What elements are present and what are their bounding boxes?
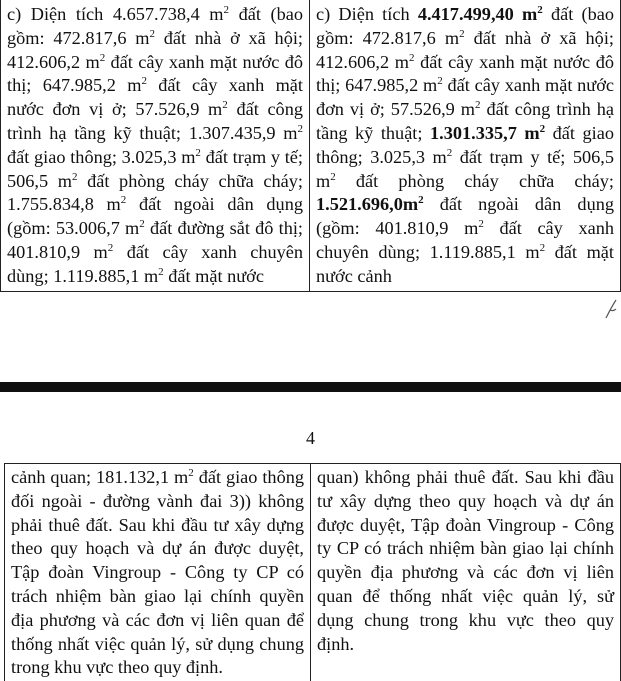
pen-mark-icon <box>604 298 618 320</box>
original-clause-c-continued: cảnh quan; 181.132,1 $m^2$ đất giao thông đối ngoài - đường vành đai 3)) không phải thuê đất. Sau khi đầu tư xây dựng theo quy hoạch và dự án được duyệt, Tập đoàn Vingroup - Công ty CP có trách nhiệm bàn giao lại chính quyền địa phương và các đơn vị liên quan để thống nhất việc quản lý, sử dụng chung trong khu vực theo quy định. <box>11 466 304 678</box>
amended-clause-c-continued: quan) không phải thuê đất. Sau khi đầu tư xây dựng theo quy hoạch và dự án được duyệt, Tập đoàn Vingroup - Công ty CP có trách nhiệm bàn giao lại chính quyền địa phương và các đơn vị liên quan để thống nhất việc quản lý, sử dụng chung trong khu vực theo quy định. <box>317 467 614 654</box>
page-number: 4 <box>306 428 315 448</box>
comparison-table-bottom <box>4 463 621 681</box>
original-clause-c: c) Diện tích 4.657.738,4 $m^2$ đất (bao gồm: 472.817,6 $m^2$ đất nhà ở xã hội; 412.606,2 $m^2$ đất cây xanh mặt nước đô thị; 647.985,2 $m^2$ đất cây xanh mặt nước đơn vị ở; 57.526,9 $m^2$ đất công trình hạ tầng kỹ thuật; 1.307.435,9 $m^2$ đất giao thông; 3.025,3 $m^2$ đất trạm y tế; 506,5 $m^2$ đất phòng cháy chữa cháy; 1.755.834,8 $m^2$ đất ngoài dân dụng (gồm: 53.006,7 $m^2$ đất đường sắt đô thị; 401.810,9 $m^2$ đất cây xanh chuyên dùng; 1.119.885,1 $m^2$ đất mặt nước <box>7 3 304 286</box>
amended-text-column-continued <box>311 464 620 681</box>
original-text-column-continued <box>5 464 311 681</box>
page-separator <box>0 382 621 392</box>
comparison-table-top <box>0 0 621 292</box>
amended-non-civil-area: 1.521.696,0m <box>316 194 419 215</box>
amended-text-column <box>310 0 620 291</box>
amended-traffic-area: 1.301.335,7 m <box>430 122 540 143</box>
original-text-column <box>1 0 310 291</box>
amended-clause-c: c) Diện tích 4.417.499,40 $m^2$ đất (bao gồm: 472.817,6 $m^2$ đất nhà ở xã hội; 412.606,2 $m^2$ đất cây xanh mặt nước đô thị; 647.985,2 $m^2$ đất cây xanh mặt nước đơn vị ở; 57.526,9 $m^2$ đất công trình hạ tầng kỹ thuật; 1.301.335,7 $m^2$ đất giao thông; 3.025,3 $m^2$ đất trạm y tế; 506,5 $m^2$ đất phòng cháy chữa cháy; $1.521.696,0m^2$ đất ngoài dân dụng (gồm: 401.810,9 $m^2$ đất cây xanh chuyên dùng; 1.119.885,1 $m^2$ đất mặt nước cảnh <box>316 3 615 286</box>
amended-total-area: 4.417.499,40 m <box>417 4 538 24</box>
